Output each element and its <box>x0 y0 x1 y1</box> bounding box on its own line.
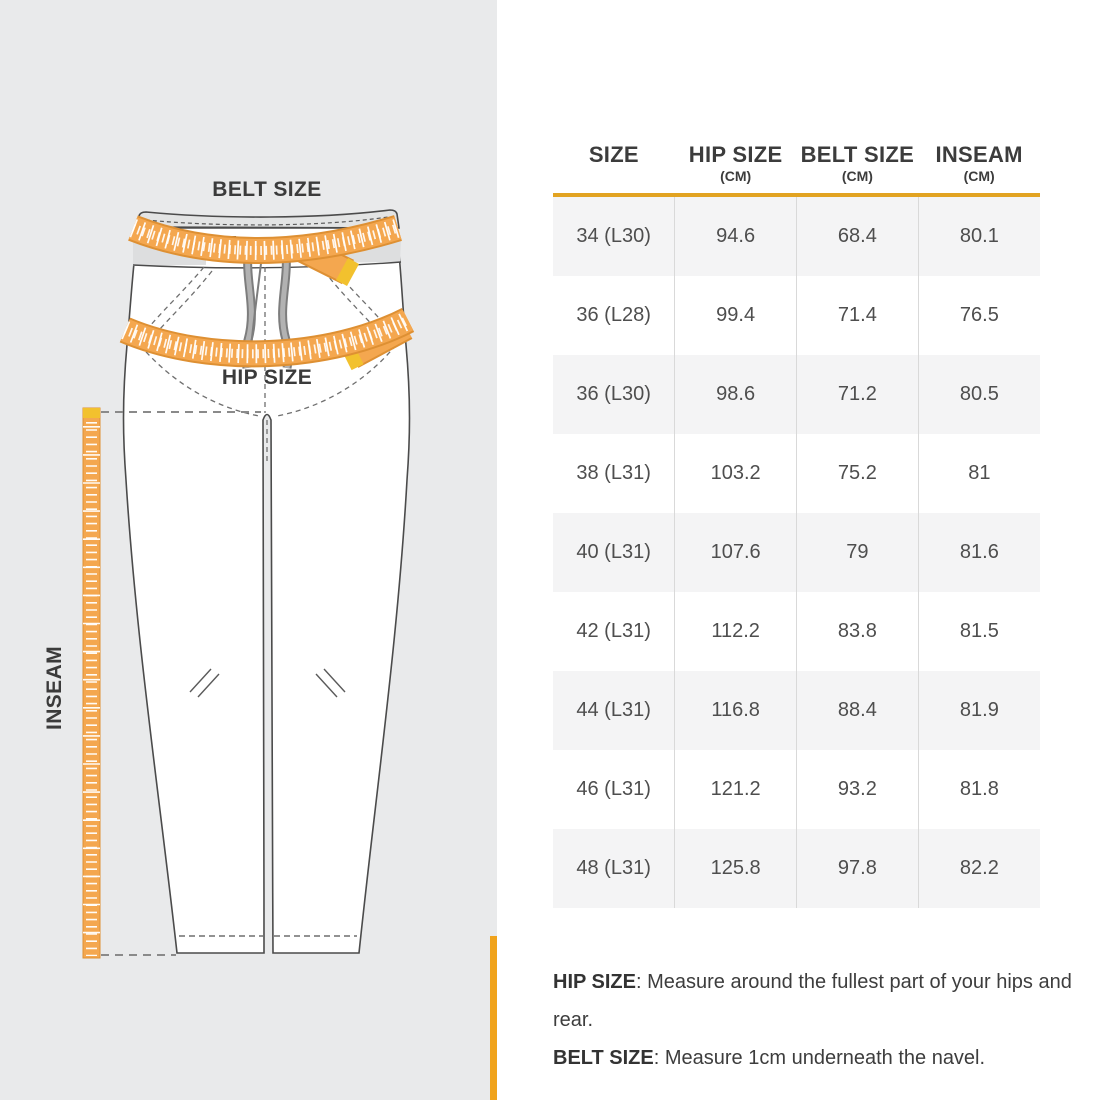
table-cell-inseam: 81.6 <box>918 513 1040 592</box>
table-cell-size: 42 (L31) <box>576 620 651 642</box>
table-cell-belt: 71.2 <box>797 355 919 434</box>
size-table-header-row <box>553 137 1040 195</box>
table-cell-belt: 88.4 <box>797 671 919 750</box>
belt-size-label: BELT SIZE <box>212 178 322 201</box>
inseam-ruler <box>83 408 100 958</box>
table-cell-inseam: 82.2 <box>918 829 1040 908</box>
table-row <box>553 750 1040 829</box>
table-cell-belt: 97.8 <box>797 829 919 908</box>
table-cell-belt: 71.4 <box>797 276 919 355</box>
table-cell-hip: 98.6 <box>675 355 797 434</box>
table-cell-inseam: 80.1 <box>918 195 1040 276</box>
measurement-notes <box>553 963 1073 1077</box>
table-cell-inseam: 81.8 <box>918 750 1040 829</box>
table-cell-hip: 112.2 <box>675 592 797 671</box>
column-header: BELT SIZE (CM) <box>797 137 919 195</box>
table-cell-belt: 79 <box>797 513 919 592</box>
table-cell-hip: 107.6 <box>675 513 797 592</box>
table-cell-belt: 75.2 <box>797 434 919 513</box>
table-row <box>553 592 1040 671</box>
size-table-wrap <box>553 137 1040 908</box>
table-cell-size: 36 (L30) <box>553 355 675 434</box>
table-cell-belt: 93.2 <box>797 750 919 829</box>
table-row <box>553 355 1040 434</box>
table-cell-inseam: 80.5 <box>918 355 1040 434</box>
column-header: SIZE <box>553 137 675 195</box>
table-row <box>553 276 1040 355</box>
table-cell-hip: 121.2 <box>675 750 797 829</box>
column-header: HIP SIZE (CM) <box>675 137 797 195</box>
size-table <box>553 137 1040 908</box>
note-line: HIP SIZE: Measure around the fullest part of your hips and rear. <box>553 971 1072 1031</box>
table-cell-size: 44 (L31) <box>553 671 675 750</box>
table-cell-size: 36 (L28) <box>576 304 651 326</box>
table-cell-size: 34 (L30) <box>553 195 675 276</box>
table-cell-belt: 83.8 <box>797 592 919 671</box>
inseam-label: INSEAM <box>43 645 66 731</box>
table-cell-inseam: 81.9 <box>918 671 1040 750</box>
table-cell-size: 40 (L31) <box>553 513 675 592</box>
table-row <box>553 829 1040 908</box>
table-cell-size: 48 (L31) <box>553 829 675 908</box>
table-row <box>553 671 1040 750</box>
size-table-body <box>553 195 1040 908</box>
table-row <box>553 434 1040 513</box>
column-header: INSEAM (CM) <box>918 137 1040 195</box>
accent-bar <box>490 936 497 1100</box>
table-row <box>553 513 1040 592</box>
table-cell-size: 46 (L31) <box>576 778 651 800</box>
note-line: BELT SIZE: Measure 1cm underneath the navel. <box>553 1047 986 1069</box>
table-cell-inseam: 81 <box>918 434 1040 513</box>
table-cell-hip: 116.8 <box>675 671 797 750</box>
table-row <box>553 195 1040 276</box>
hip-size-label: HIP SIZE <box>221 366 313 389</box>
table-cell-size: 38 (L31) <box>576 462 651 484</box>
table-cell-hip: 99.4 <box>675 276 797 355</box>
diagram-panel <box>0 0 497 1100</box>
table-cell-hip: 125.8 <box>675 829 797 908</box>
table-cell-belt: 68.4 <box>797 195 919 276</box>
table-cell-inseam: 81.5 <box>918 592 1040 671</box>
pants-illustration <box>0 0 497 1100</box>
table-cell-hip: 103.2 <box>675 434 797 513</box>
table-cell-inseam: 76.5 <box>918 276 1040 355</box>
table-cell-hip: 94.6 <box>675 195 797 276</box>
